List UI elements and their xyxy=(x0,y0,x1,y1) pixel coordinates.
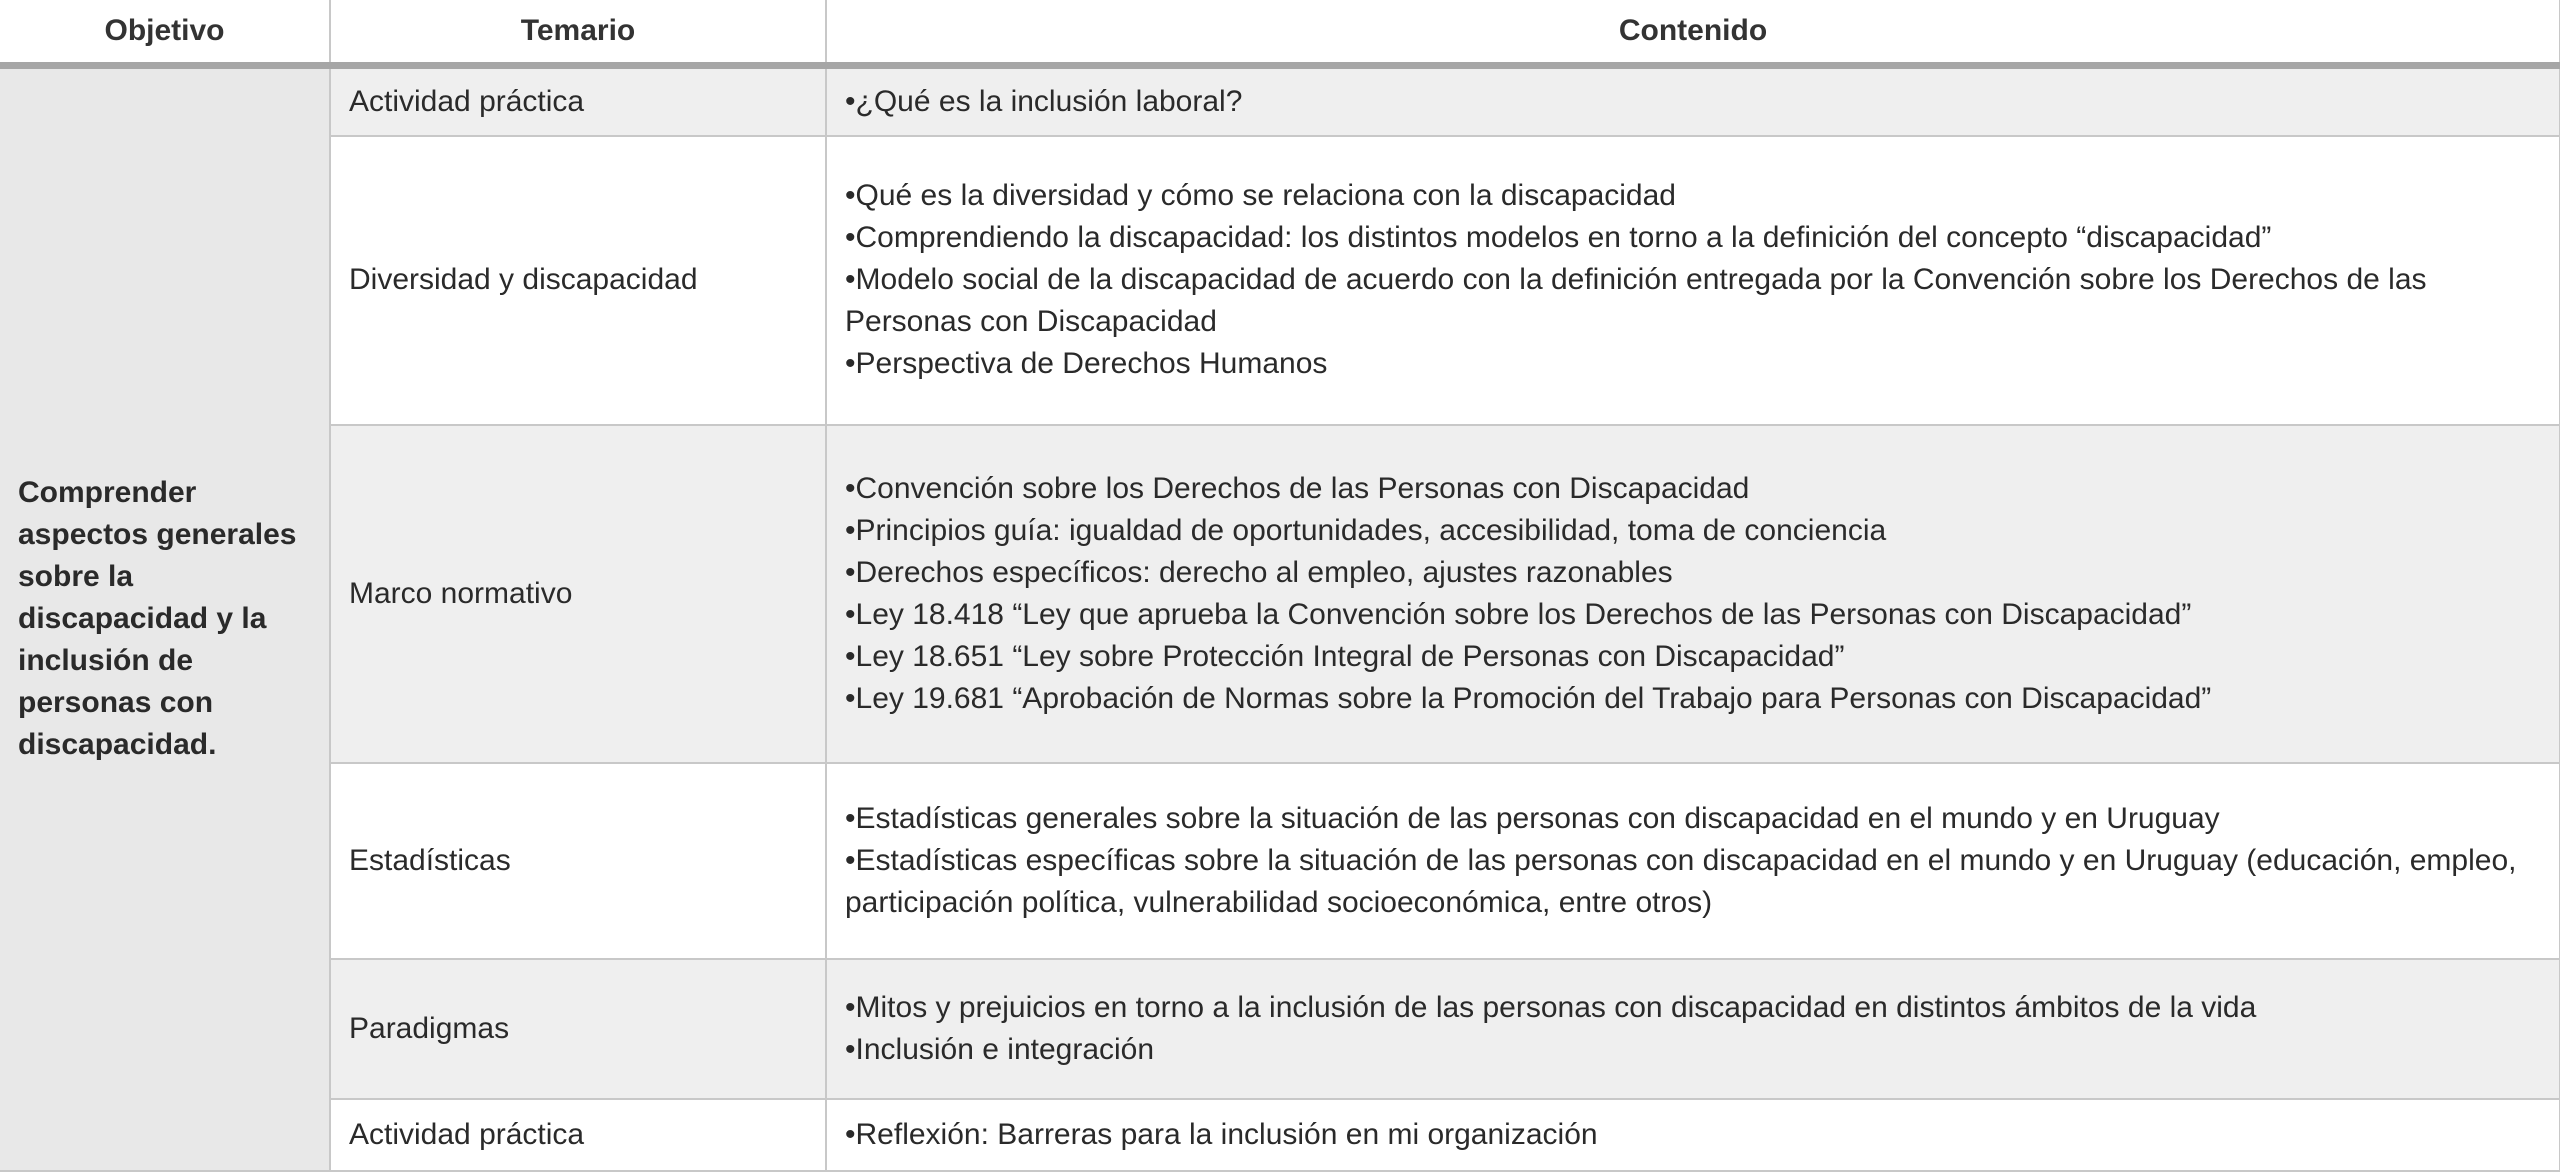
table-row xyxy=(0,1099,2560,1171)
topic-cell: Paradigmas xyxy=(330,959,826,1099)
content-item: • Mitos y prejuicios en torno a la inclusión de las personas con discapacidad en distintos ámbitos de la vida xyxy=(845,987,2541,1029)
header-objective: Objetivo xyxy=(0,0,330,66)
content-item: • ¿Qué es la inclusión laboral? xyxy=(845,81,2541,123)
content-item: • Principios guía: igualdad de oportunidades, accesibilidad, toma de conciencia xyxy=(845,510,2541,552)
topic-cell: Marco normativo xyxy=(330,425,826,763)
header-content: Contenido xyxy=(826,0,2560,66)
content-item: • Ley 19.681 “Aprobación de Normas sobre la Promoción del Trabajo para Personas con Discapacidad” xyxy=(845,678,2541,720)
table-row xyxy=(0,763,2560,959)
header-row xyxy=(0,0,2560,66)
content-cell xyxy=(826,425,2560,763)
content-item: • Comprendiendo la discapacidad: los distintos modelos en torno a la definición del concepto “discapacidad” xyxy=(845,217,2541,259)
table-row xyxy=(0,136,2560,425)
content-cell xyxy=(826,1099,2560,1171)
header-topic: Temario xyxy=(330,0,826,66)
content-cell xyxy=(826,66,2560,136)
content-item: • Ley 18.418 “Ley que aprueba la Convención sobre los Derechos de las Personas con Discapacidad” xyxy=(845,594,2541,636)
content-item: • Reflexión: Barreras para la inclusión en mi organización xyxy=(845,1114,2541,1156)
content-item: • Qué es la diversidad y cómo se relaciona con la discapacidad xyxy=(845,175,2541,217)
content-item: • Modelo social de la discapacidad de acuerdo con la definición entregada por la Convención sobre los Derechos de las Personas con Discapacidad xyxy=(845,259,2541,343)
content-item: • Convención sobre los Derechos de las Personas con Discapacidad xyxy=(845,468,2541,510)
topic-cell: Actividad práctica xyxy=(330,1099,826,1171)
content-item: • Perspectiva de Derechos Humanos xyxy=(845,343,2541,385)
content-cell xyxy=(826,136,2560,425)
objective-cell: Comprender aspectos generales sobre la discapacidad y la inclusión de personas con discapacidad. xyxy=(0,66,330,1171)
table-row xyxy=(0,959,2560,1099)
content-item: • Ley 18.651 “Ley sobre Protección Integral de Personas con Discapacidad” xyxy=(845,636,2541,678)
topic-cell: Estadísticas xyxy=(330,763,826,959)
content-cell xyxy=(826,959,2560,1099)
content-item: • Estadísticas generales sobre la situación de las personas con discapacidad en el mundo y en Uruguay xyxy=(845,798,2541,840)
content-item: • Estadísticas específicas sobre la situación de las personas con discapacidad en el mundo y en Uruguay (educación, empleo, participación política, vulnerabilidad socioeconómica, entre otros) xyxy=(845,840,2541,924)
table-row xyxy=(0,425,2560,763)
table-row xyxy=(0,66,2560,136)
content-item: • Inclusión e integración xyxy=(845,1029,2541,1071)
content-item: • Derechos específicos: derecho al empleo, ajustes razonables xyxy=(845,552,2541,594)
topic-cell: Actividad práctica xyxy=(330,66,826,136)
content-cell xyxy=(826,763,2560,959)
topic-cell: Diversidad y discapacidad xyxy=(330,136,826,425)
